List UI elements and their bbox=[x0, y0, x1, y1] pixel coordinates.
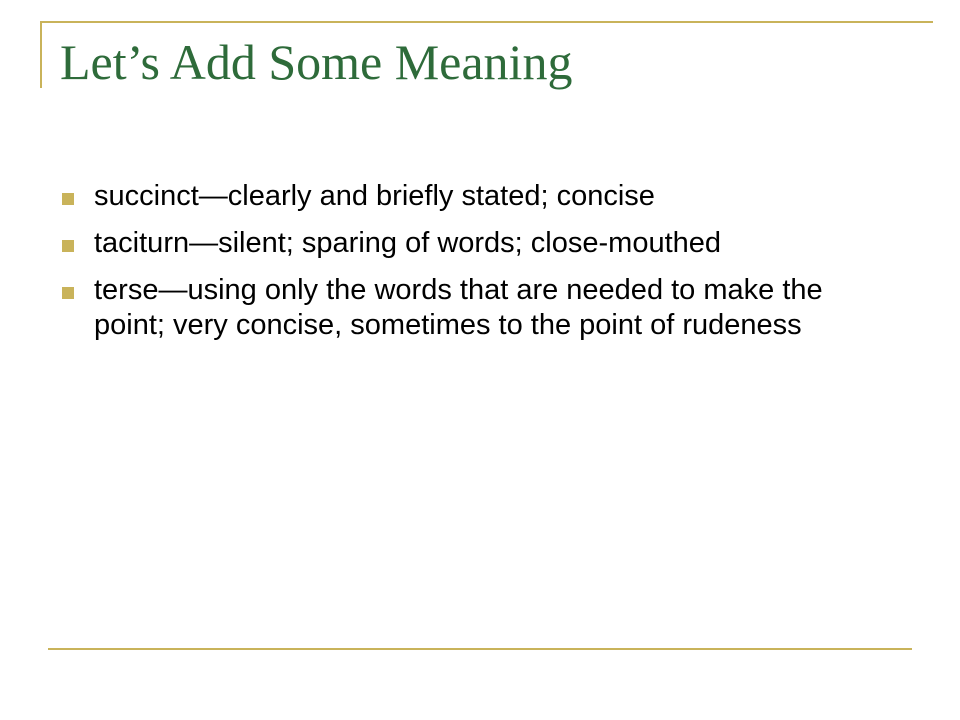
left-rule bbox=[40, 21, 42, 88]
bullet-text: terse—using only the words that are needed to make the point; very concise, sometimes to the point of rudeness bbox=[94, 274, 823, 341]
slide-title: Let’s Add Some Meaning bbox=[60, 34, 573, 90]
square-bullet-icon bbox=[62, 240, 74, 252]
bullet-item bbox=[62, 273, 842, 343]
square-bullet-icon bbox=[62, 193, 74, 205]
bullet-item bbox=[62, 226, 842, 261]
bullet-item bbox=[62, 179, 842, 214]
top-rule bbox=[40, 21, 933, 23]
bullet-text: taciturn—silent; sparing of words; close-mouthed bbox=[94, 227, 722, 259]
bottom-rule bbox=[48, 648, 912, 650]
bullet-text: succinct—clearly and briefly stated; concise bbox=[94, 180, 655, 212]
bullet-list bbox=[62, 179, 842, 355]
square-bullet-icon bbox=[62, 287, 74, 299]
